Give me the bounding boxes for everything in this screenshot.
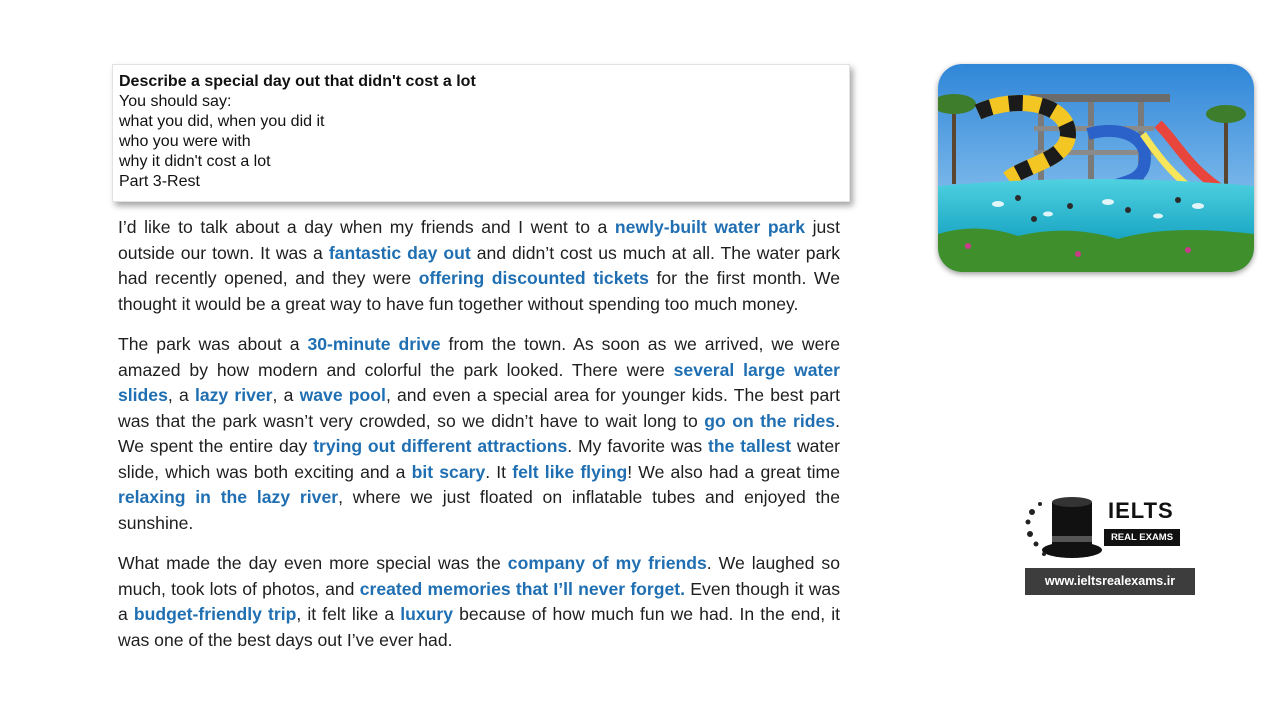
answer-text: , where we just floated on inflatable tubes and enjoyed the sunshine. xyxy=(118,487,840,533)
answer-text: , a xyxy=(167,385,195,405)
answer-paragraph xyxy=(118,215,840,317)
highlighted-phrase: the tallest xyxy=(708,436,792,456)
answer-paragraph xyxy=(118,332,840,536)
cue-card-line: what you did, when you did it xyxy=(119,113,325,130)
answer-text: and didn’t cost us much at all. The water park had recently opened, and they were xyxy=(118,242,841,288)
magic-hat-icon xyxy=(1022,492,1106,562)
logo-title: IELTS xyxy=(1108,498,1174,523)
highlighted-phrase: budget-friendly trip xyxy=(133,604,297,624)
answer-text: ! We also had a great time xyxy=(627,461,840,482)
highlighted-phrase: 30-minute drive xyxy=(307,334,441,354)
logo-subtitle: REAL EXAMS xyxy=(1104,529,1180,546)
answer-text: Even though it was a xyxy=(118,578,840,624)
answer-text: . My favorite was xyxy=(567,436,708,456)
answer-text: The park was about a xyxy=(118,334,308,354)
highlighted-phrase: created memories that I’ll never forget. xyxy=(359,578,686,599)
cue-card-line: You should say: xyxy=(119,93,232,110)
highlighted-phrase: newly-built water park xyxy=(614,217,806,237)
highlighted-phrase: company of my friends xyxy=(507,553,707,573)
cue-card xyxy=(112,64,850,202)
highlighted-phrase: luxury xyxy=(400,604,454,624)
highlighted-phrase: several large water slides xyxy=(118,359,840,405)
cue-card-line: why it didn't cost a lot xyxy=(119,153,271,170)
website-url[interactable]: www.ieltsrealexams.ir xyxy=(1025,568,1195,595)
highlighted-phrase: go on the rides xyxy=(704,410,836,431)
highlighted-phrase: trying out different attractions xyxy=(313,436,568,456)
highlighted-phrase: fantastic day out xyxy=(328,242,471,263)
water-park-illustration xyxy=(938,64,1254,272)
answer-text: . We spent the entire day xyxy=(118,410,840,456)
answer-text: , it felt like a xyxy=(296,604,401,624)
highlighted-phrase: bit scary xyxy=(411,461,486,482)
water-park-photo xyxy=(938,64,1254,272)
highlighted-phrase: wave pool xyxy=(299,385,386,405)
answer-paragraph xyxy=(118,551,840,653)
answer-text: I’d like to talk about a day when my friends and I went to a xyxy=(118,217,615,237)
highlighted-phrase: lazy river xyxy=(194,385,273,405)
cue-card-line: Part 3-Rest xyxy=(119,173,200,190)
highlighted-phrase: offering discounted tickets xyxy=(418,268,649,288)
highlighted-phrase: relaxing in the lazy river xyxy=(118,487,339,507)
answer-text: because of how much fun we had. In the end, it was one of the best days out I’ve ever had. xyxy=(118,604,840,650)
answer-text: What made the day even more special was the xyxy=(118,553,508,573)
answer-text: from the town. As soon as we arrived, we were amazed by how modern and colorful the park looked. There were xyxy=(118,334,840,380)
sample-answer xyxy=(118,215,840,668)
answer-text: . It xyxy=(485,461,513,482)
cue-card-line: who you were with xyxy=(119,133,251,150)
cue-card-title: Describe a special day out that didn't cost a lot xyxy=(119,73,476,90)
answer-text: . We laughed so much, took lots of photos, and xyxy=(118,553,840,599)
answer-text: just outside our town. It was a xyxy=(118,217,840,263)
answer-text: , a xyxy=(272,385,300,405)
answer-text: for the first month. We thought it would be a great way to have fun together without spending too much money. xyxy=(118,268,840,314)
answer-text: water slide, which was both exciting and a xyxy=(118,436,840,482)
ielts-logo xyxy=(1022,492,1192,562)
answer-text: , and even a special area for younger kids. The best part was that the park wasn’t very crowded, so we didn’t have to wait long to xyxy=(118,385,840,431)
highlighted-phrase: felt like flying xyxy=(512,461,628,482)
